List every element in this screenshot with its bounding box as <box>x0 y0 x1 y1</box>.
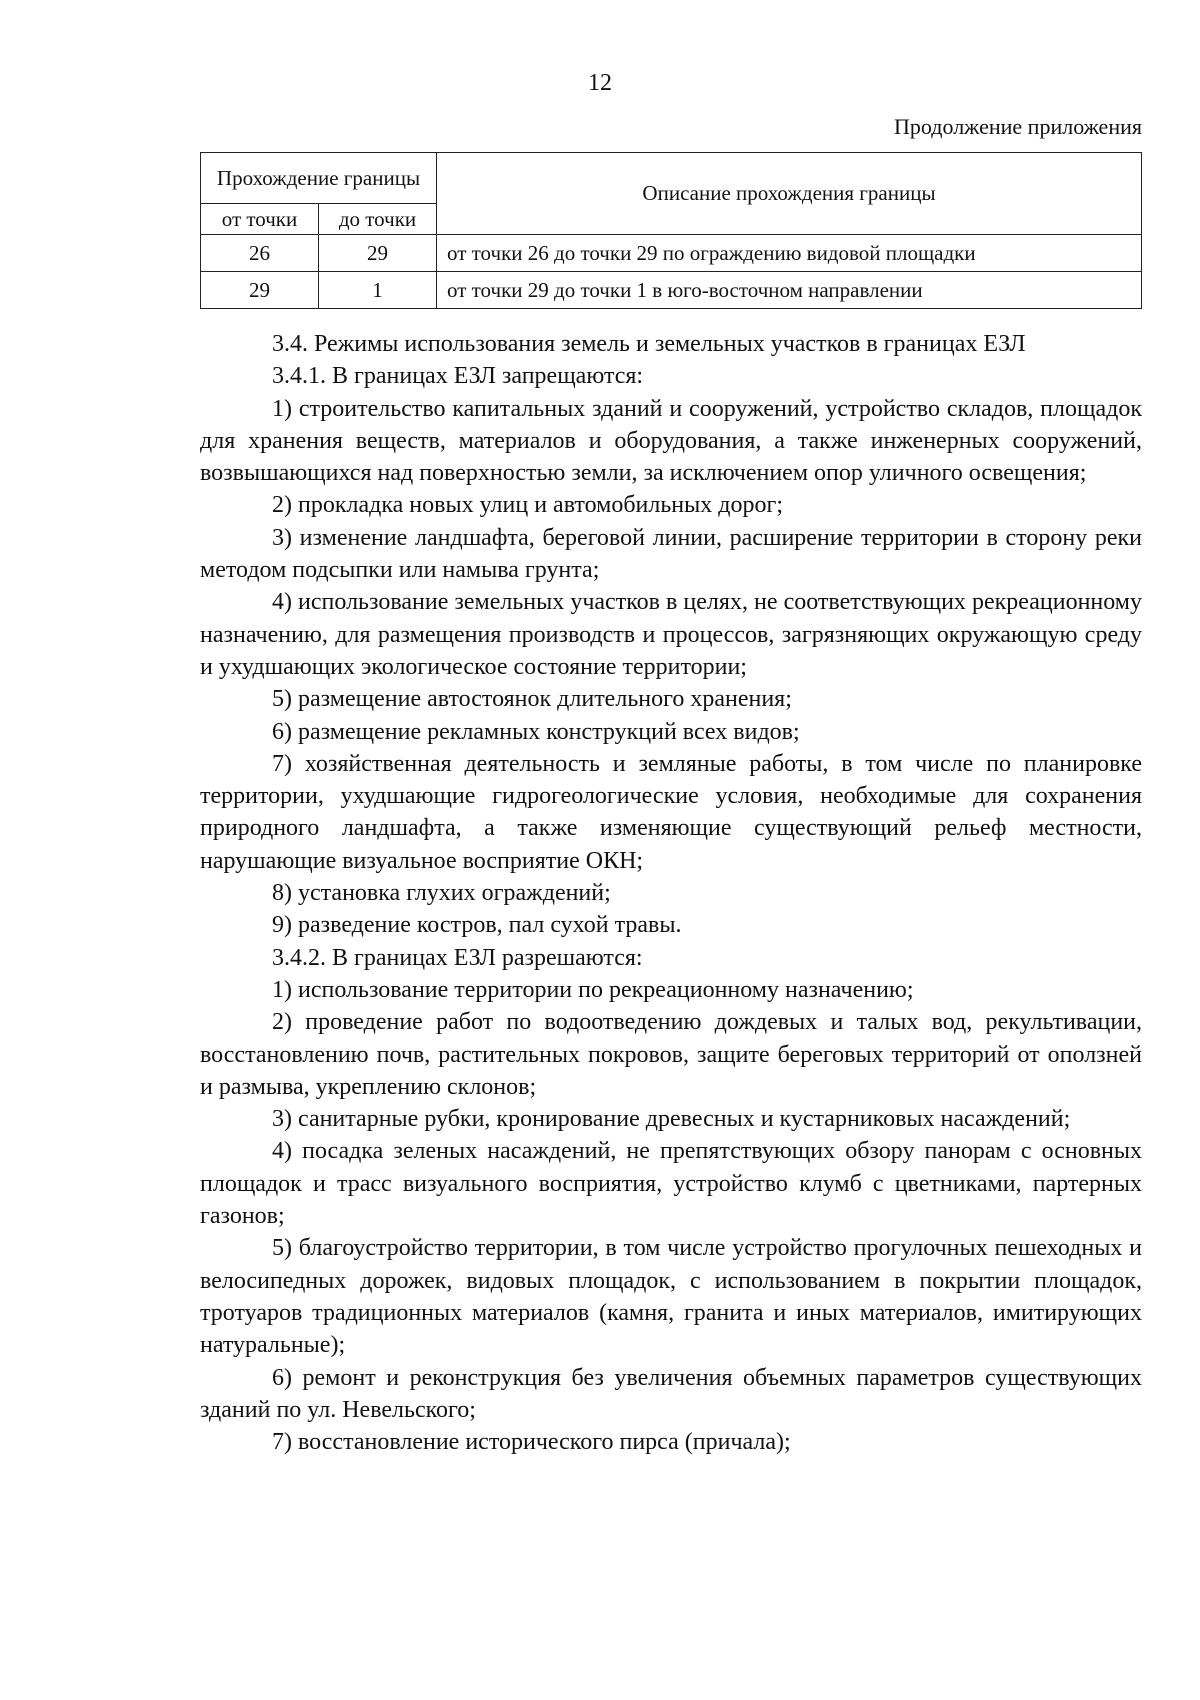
list-item: 3) санитарные рубки, кронирование древесных и кустарниковых насаждений; <box>272 1106 1071 1133</box>
header-boundary-description: Описание прохождения границы <box>437 153 1142 235</box>
subsection-heading-3-4-1: 3.4.1. В границах ЕЗЛ запрещаются: <box>272 363 644 390</box>
boundary-table <box>200 152 1142 309</box>
cell-to-point: 29 <box>319 235 437 272</box>
cell-from-point: 29 <box>201 272 319 309</box>
list-item: 1) строительство капитальных зданий и сооружений, устройство складов, площадок для хранения веществ, материалов и оборудования, а также инженерных сооружений, возвышающихся над поверхностью земли, за исключением опор уличного освещения; <box>200 395 1142 487</box>
cell-description: от точки 29 до точки 1 в юго-восточном направлении <box>437 272 1142 309</box>
page-number: 12 <box>588 70 612 96</box>
body-text <box>200 328 1142 1458</box>
list-item: 5) благоустройство территории, в том числе устройство прогулочных пешеходных и велосипедных дорожек, видовых площадок, с использованием в покрытии площадок, тротуаров традиционных материалов (камня, гранита и иных материалов, имитирующих натуральные); <box>200 1235 1142 1359</box>
cell-to-point: 1 <box>319 272 437 309</box>
list-item: 6) ремонт и реконструкция без увеличения объемных параметров существующих зданий по ул. Невельского; <box>200 1364 1142 1423</box>
list-item: 2) прокладка новых улиц и автомобильных дорог; <box>272 492 783 519</box>
appendix-continuation-note: Продолжение приложения <box>894 114 1142 139</box>
list-item: 4) использование земельных участков в целях, не соответствующих рекреационному назначению, для размещения производств и процессов, загрязняющих окружающую среду и ухудшающих экологическое состояние территории; <box>200 589 1142 680</box>
list-item: 5) размещение автостоянок длительного хранения; <box>272 686 792 713</box>
list-item: 4) посадка зеленых насаждений, не препятствующих обзору панорам с основных площадок и трасс визуального восприятия, устройство клумб с цветниками, партерных газонов; <box>200 1138 1142 1230</box>
list-item: 7) восстановление исторического пирса (причала); <box>272 1429 791 1456</box>
cell-description: от точки 26 до точки 29 по ограждению видовой площадки <box>437 235 1142 272</box>
list-item: 9) разведение костров, пал сухой травы. <box>272 912 682 939</box>
header-boundary-pass: Прохождение границы <box>201 153 437 204</box>
list-item: 7) хозяйственная деятельность и земляные работы, в том числе по планировке территории, ухудшающие гидрогеологические условия, необходимые для сохранения природного ландшафта, а также изменяющие существующий рельеф местности, нарушающие визуальное восприятие ОКН; <box>200 750 1142 874</box>
header-to-point: до точки <box>319 204 437 235</box>
list-item: 2) проведение работ по водоотведению дождевых и талых вод, рекультивации, восстановлению почв, растительных покровов, защите береговых территорий от оползней и размыва, укреплению склонов; <box>200 1009 1142 1100</box>
header-from-point: от точки <box>201 204 319 235</box>
table-row <box>201 235 1142 272</box>
subsection-heading-3-4-2: 3.4.2. В границах ЕЗЛ разрешаются: <box>272 944 643 971</box>
list-item: 6) размещение рекламных конструкций всех видов; <box>272 718 800 745</box>
cell-from-point: 26 <box>201 235 319 272</box>
list-item: 8) установка глухих ограждений; <box>272 880 611 907</box>
table-row <box>201 272 1142 309</box>
list-item: 1) использование территории по рекреационному назначению; <box>272 976 914 1003</box>
list-item: 3) изменение ландшафта, береговой линии, расширение территории в сторону реки методом подсыпки или намыва грунта; <box>200 524 1142 584</box>
section-heading-3-4: 3.4. Режимы использования земель и земельных участков в границах ЕЗЛ <box>272 331 1026 357</box>
